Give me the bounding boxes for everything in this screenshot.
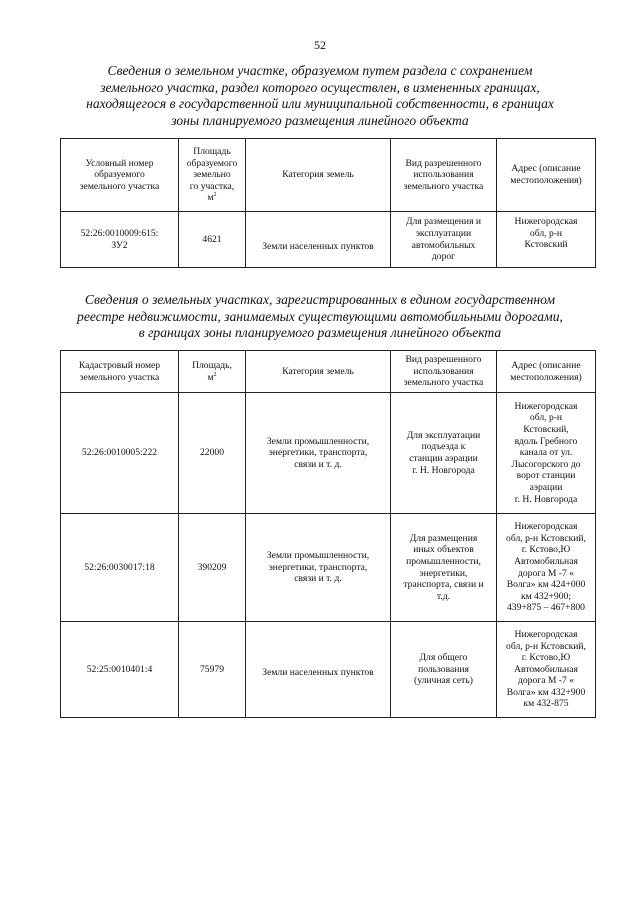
section2-title-line: в границах зоны планируемого размещения линейного объекта: [138, 325, 502, 340]
cell-address: Нижегородская обл, р-н Кстовский, г. Кстово,Ю Автомобильная дорога М -7 « Волга» км 424+000 км 432+900; 439+875 – 467+800: [497, 514, 596, 622]
header-number: Кадастровый номер земельного участка: [61, 351, 179, 393]
cell-category: Земли населенных пунктов: [246, 212, 391, 268]
new-plot-table: [60, 138, 596, 268]
header-category: Категория земель: [246, 351, 391, 393]
header-address: Адрес (описание местоположения): [497, 351, 596, 393]
header-area: Площадь, $м^2$: [179, 351, 246, 393]
cell-number: 52:26:0010009:615: ЗУ2: [61, 212, 179, 268]
section2-title-line: реестре недвижимости, занимаемых существующими автомобильными дорогами,: [77, 308, 563, 324]
cell-address: Нижегородская обл, р-н Кстовский, г. Кстово,Ю Автомобильная дорога М -7 « Волга» км 432+900 км 432-875: [497, 622, 596, 718]
section1-title-line: Сведения о земельном участке, образуемом путем раздела с сохранением: [107, 63, 533, 78]
table-row: [61, 393, 596, 514]
header-use: Вид разрешенного использования земельного участка: [391, 139, 497, 212]
table-header-row: [61, 351, 596, 393]
cell-area: 75979: [179, 622, 246, 718]
cell-use: Для общего пользования (уличная сеть): [391, 622, 497, 718]
section1-title-line: земельного участка, раздел которого осуществлен, в измененных границах,: [100, 79, 540, 95]
cell-number: 52:25:0010401:4: [61, 622, 179, 718]
table-row: [61, 212, 596, 268]
page-number: 52: [314, 38, 326, 52]
cell-number: 52:26:0030017:18: [61, 514, 179, 622]
table-row: [61, 514, 596, 622]
cell-category: Земли промышленности, энергетики, транспорта, связи и т. д.: [246, 514, 391, 622]
table-row: [61, 622, 596, 718]
header-address: Адрес (описание местоположения): [497, 139, 596, 212]
header-area: Площадь образуемого земельно го участка, $м^2$: [179, 139, 246, 212]
cell-category: Земли промышленности, энергетики, транспорта, связи и т. д.: [246, 393, 391, 514]
header-use: Вид разрешенного использования земельного участка: [391, 351, 497, 393]
cell-area: 390209: [179, 514, 246, 622]
header-category: Категория земель: [246, 139, 391, 212]
cell-use: Для эксплуатации подъезда к станции аэрации г. Н. Новгорода: [391, 393, 497, 514]
cell-use: Для размещения иных объектов промышленности, энергетики, транспорта, связи и т.д.: [391, 514, 497, 622]
cell-address: Нижегородская обл, р-н Кстовский: [497, 212, 596, 268]
cell-number: 52:26:0010005:222: [61, 393, 179, 514]
cell-area: 4621: [179, 212, 246, 268]
cell-area: 22000: [179, 393, 246, 514]
section1-title-line: находящегося в государственной или муниципальной собственности, в границах: [86, 96, 554, 111]
section2-title: [60, 292, 580, 342]
cell-address: Нижегородская обл, р-н Кстовский, вдоль Гребного канала от ул. Лысогорского до ворот станции аэрации г. Н. Новгорода: [497, 393, 596, 514]
cell-category: Земли населенных пунктов: [246, 622, 391, 718]
section2-title-line: Сведения о земельных участках, зарегистрированных в едином государственном: [84, 292, 556, 307]
header-number: Условный номер образуемого земельного участка: [61, 139, 179, 212]
section1-title-line: зоны планируемого размещения линейного объекта: [171, 112, 469, 128]
section1-title: [60, 63, 580, 129]
existing-plots-table: [60, 350, 596, 718]
cell-use: Для размещения и эксплуатации автомобильных дорог: [391, 212, 497, 268]
table-header-row: [61, 139, 596, 212]
